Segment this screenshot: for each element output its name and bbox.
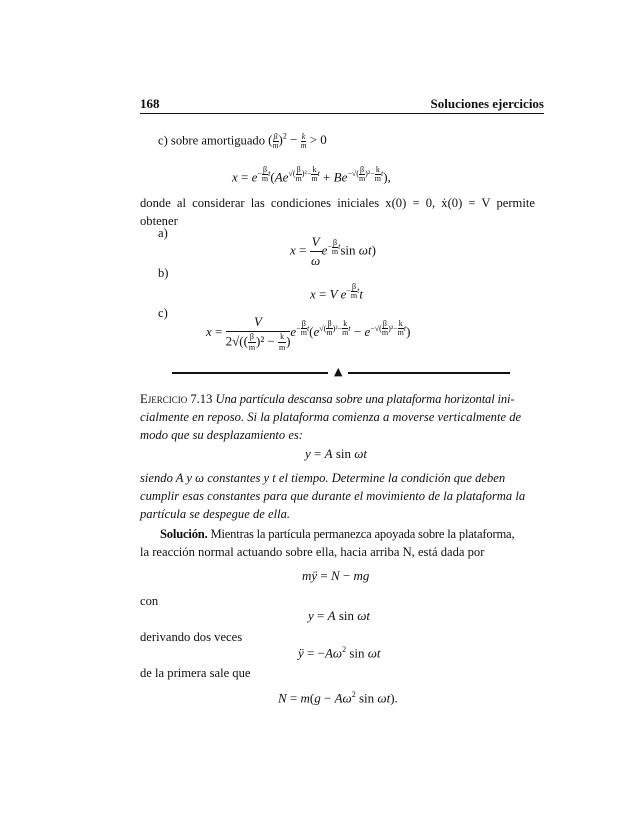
solution-label: Solución.: [160, 527, 208, 541]
exercise-text: modo que su desplazamiento es:: [140, 428, 303, 442]
paragraph-line: obtener: [140, 214, 178, 228]
exercise-equation: y = A sin ωt: [305, 446, 368, 461]
solution-text: Mientras la partícula permanezca apoyada sobre la plataforma,: [210, 527, 515, 541]
exercise-text: cumplir esas constantes para que durante el movimiento de la plataforma la: [140, 489, 526, 503]
header-rule: [140, 113, 544, 114]
page-number: 168: [140, 96, 160, 111]
exercise-text: cialmente en reposo. Si la plataforma comienza a moverse verticalmente de: [140, 410, 522, 424]
exercise-text: partícula se despegue de ella.: [140, 507, 291, 521]
solution-text: con: [140, 594, 159, 608]
case-c-label: c) sobre amortiguado: [158, 133, 266, 148]
solution-a-label: a): [158, 226, 168, 240]
triangle-icon: ▲: [334, 365, 343, 378]
solution-c-equation: x = V 2√(( $\frac{\beta}{m}$ )² − $\frac{k}{m}$ ) $e^{- \frac{\beta}{m} t}(e^{√( \frac{\beta}{m} )^2- \frac{k}{m} t} - e^{-√( \frac{\beta}{m} )^2- \frac{k}{m} t})$: [206, 314, 411, 352]
solution-line: [160, 527, 514, 542]
case-c-condition: ( $\frac{\beta}{m}$ )$^2$ − $\frac{k}{m}$ > 0: [268, 131, 327, 150]
case-c-line: [158, 132, 327, 150]
solution-b-equation: x = V $e^{- \frac{\beta}{m} t}t$: [310, 282, 363, 302]
acceleration-equation: ÿ = $-A\omega^2$ sin ωt: [298, 645, 381, 661]
solution-a-equation: x = $\frac{V}{\omega}$ $e^{- \frac{\beta}{m} t}\sin$ ωt): [290, 234, 376, 268]
general-solution-equation: $x = e^{- \frac{\beta}{m} t}(Ae^{√( \frac{\beta}{m} )^2- \frac{k}{m} t} + Be^{-√( \frac{\beta}{m} )^2- \frac{k}{m} t})$,: [232, 165, 391, 185]
exercise-label: Ejercicio 7.13: [140, 392, 213, 406]
exercise-text: Una partícula descansa sobre una plataforma horizontal ini-: [215, 392, 515, 406]
paragraph-line: donde al considerar las condiciones iniciales x(0) = 0, ẋ(0) = V permite: [140, 196, 535, 210]
normal-force-equation: $N = m(g - A\omega^2$ sin ωt).: [278, 690, 398, 706]
displacement-equation: y = A sin ωt: [308, 608, 371, 623]
newton-equation: mÿ = N − mg: [302, 568, 370, 583]
exercise-text: siendo A y ω constantes y t el tiempo. Determine la condición que deben: [140, 471, 506, 485]
separator-right: [348, 372, 510, 374]
solution-text: de la primera sale que: [140, 666, 251, 680]
solution-text: la reacción normal actuando sobre ella, hacia arriba N, está dada por: [140, 545, 485, 559]
solution-b-label: b): [158, 266, 169, 280]
separator-left: [172, 372, 328, 374]
solution-c-label: c): [158, 306, 168, 320]
section-title: Soluciones ejercicios: [430, 96, 544, 111]
exercise-line: [140, 392, 514, 407]
solution-text: derivando dos veces: [140, 630, 243, 644]
